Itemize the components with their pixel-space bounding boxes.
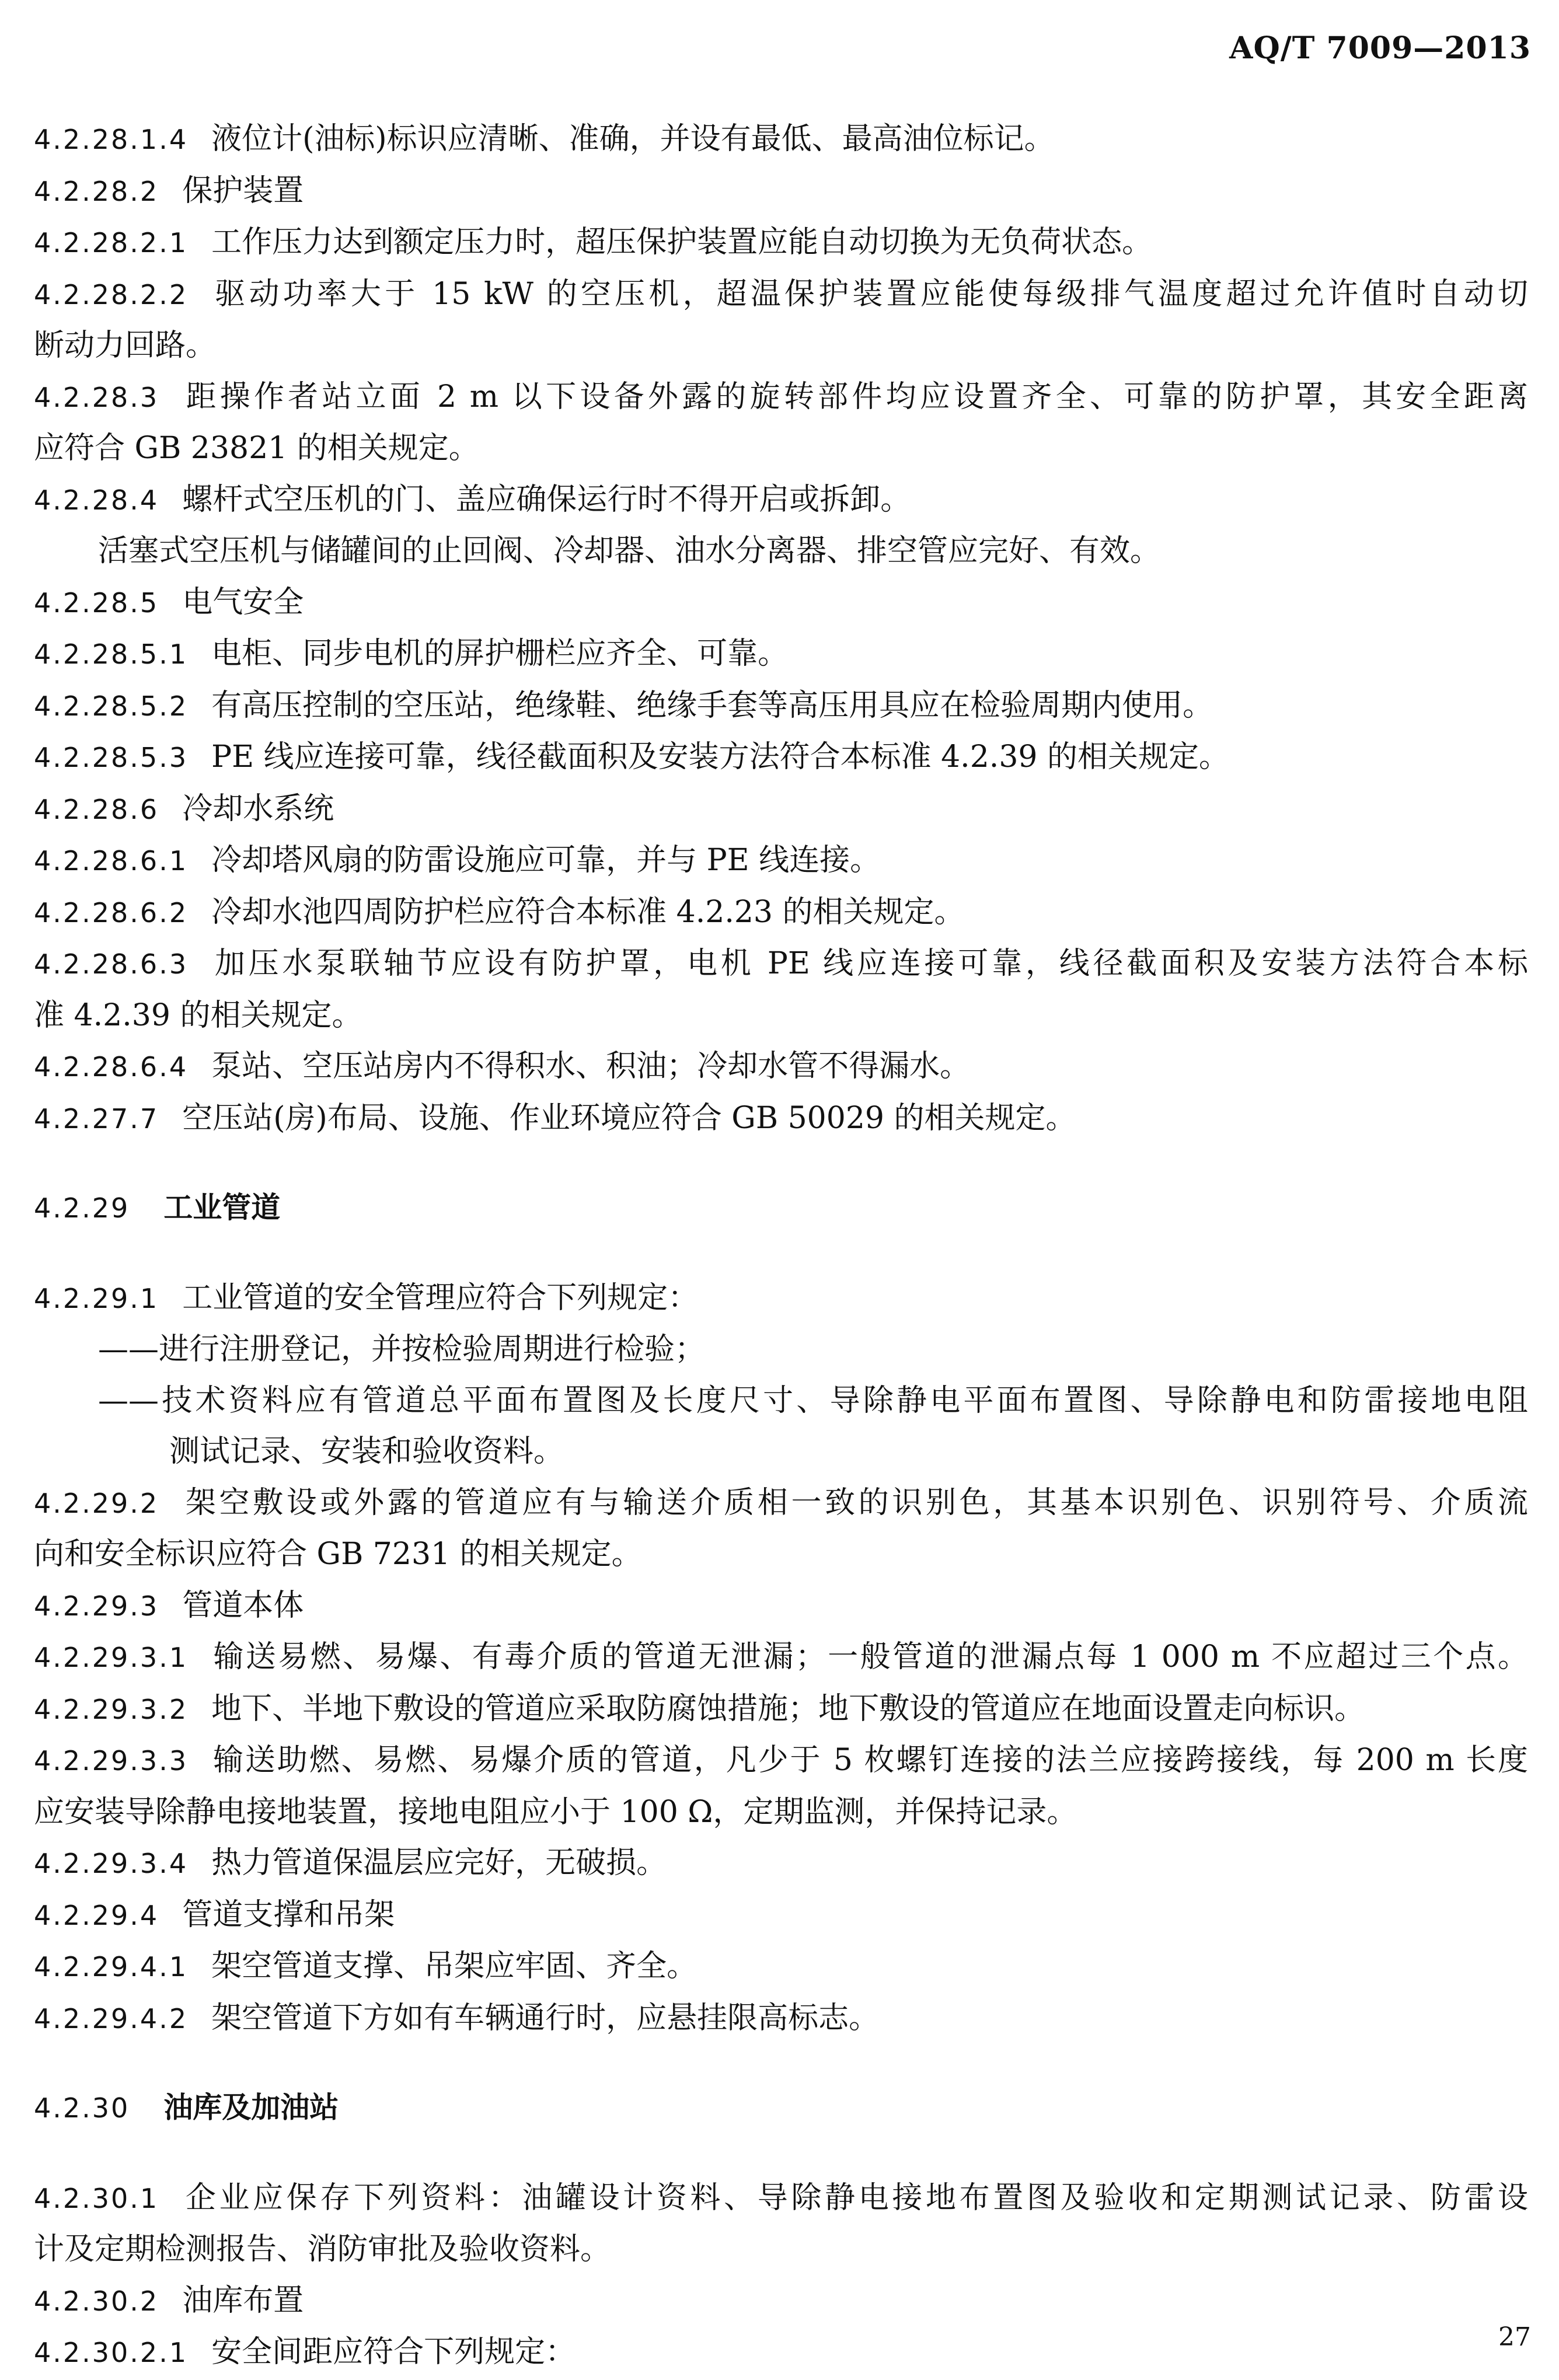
clause-number: 4.2.28.6.3 [34,948,189,980]
clause-4-2-29-4-2 [34,1993,1528,2045]
clause-number: 4.2.29.4 [34,1899,159,1931]
clause-4-2-29-3 [34,1580,1528,1632]
clause-4-2-28-5-3 [34,732,1528,784]
clause-4-2-28-6-4 [34,1041,1528,1093]
clause-text: 输送助燃、易燃、易爆介质的管道，凡少于 5 枚螺钉连接的法兰应接跨接线，每 200 m 长度 [211,1743,1528,1778]
clause-text: 冷却水池四周防护栏应符合本标准 4.2.23 的相关规定。 [211,894,965,930]
clause-4-2-29-4-1 [34,1941,1528,1993]
clause-text: 输送易燃、易爆、有毒介质的管道无泄漏；一般管道的泄漏点每 1 000 m 不应超过三个点。 [211,1639,1528,1674]
clause-4-2-28-4 [34,474,1528,526]
section-title: 油库及加油站 [163,2091,339,2124]
clause-4-2-28-3 [34,372,1528,424]
clause-number: 4.2.29.1 [34,1282,159,1314]
clause-4-2-28-2 [34,166,1528,218]
clause-4-2-29-3-1 [34,1632,1528,1684]
clause-text: 螺杆式空压机的门、盖应确保运行时不得开启或拆卸。 [182,481,911,517]
clause-continuation: 准 4.2.39 的相关规定。 [34,997,362,1033]
clause-4-2-29-3-4 [34,1838,1528,1890]
clause-number: 4.2.28.4 [34,484,159,516]
clause-4-2-27-7 [34,1093,1528,1145]
clause-text: 企业应保存下列资料：油罐设计资料、导除静电接地布置图及验收和定期测试记录、防雷设 [182,2180,1528,2215]
clause-number: 4.2.28.5.3 [34,742,189,773]
clause-paragraph: 活塞式空压机与储罐间的止回阀、冷却器、油水分离器、排空管应完好、有效。 [98,533,1161,568]
clause-text: 架空敷设或外露的管道应有与输送介质相一致的识别色，其基本识别色、识别符号、介质流 [182,1485,1528,1520]
clause-number: 4.2.29.4.2 [34,2002,189,2034]
clause-text: 有高压控制的空压站，绝缘鞋、绝缘手套等高压用具应在检验周期内使用。 [211,688,1213,723]
section-number: 4.2.30 [34,2092,130,2124]
clause-text: 架空管道支撑、吊架应牢固、齐全。 [211,1949,697,1984]
clause-text: 液位计(油标)标识应清晰、准确，并设有最低、最高油位标记。 [211,121,1055,156]
page-number: 27 [1498,2322,1531,2352]
clause-number: 4.2.30.2 [34,2285,159,2317]
clause-4-2-28-2-2 [34,269,1528,321]
clause-text: 冷却塔风扇的防雷设施应可靠，并与 PE 线连接。 [211,843,881,878]
clause-text: 工作压力达到额定压力时，超压保护装置应能自动切换为无负荷状态。 [211,225,1153,260]
clause-continuation: 计及定期检测报告、消防审批及验收资料。 [34,2232,611,2267]
clause-text: 工业管道的安全管理应符合下列规定： [182,1280,699,1315]
clause-number: 4.2.28.5.1 [34,638,189,670]
clause-text: 泵站、空压站房内不得积水、积油；冷却水管不得漏水。 [211,1049,971,1084]
clause-number: 4.2.28.5.2 [34,690,189,722]
clause-continuation: 应安装导除静电接地装置，接地电阻应小于 100 Ω，定期监测，并保持记录。 [34,1794,1077,1830]
clause-continuation: 应符合 GB 23821 的相关规定。 [34,431,479,466]
clause-number: 4.2.29.3.3 [34,1745,189,1777]
clause-4-2-29-2 [34,1478,1528,1530]
clause-4-2-30-2-1 [34,2327,1528,2379]
clause-number: 4.2.28.5 [34,587,159,619]
clause-4-2-29-3-3 [34,1735,1528,1787]
clause-text: 电柜、同步电机的屏护栅栏应齐全、可靠。 [211,636,789,671]
clause-text: 空压站(房)布局、设施、作业环境应符合 GB 50029 的相关规定。 [182,1100,1076,1136]
clause-text: 管道本体 [182,1587,304,1623]
document-body [34,114,1528,2379]
clause-4-2-28-5-2 [34,681,1528,732]
clause-number: 4.2.28.6.1 [34,845,189,877]
clause-number: 4.2.29.4.1 [34,1951,189,1983]
clause-number: 4.2.29.3.1 [34,1642,189,1673]
clause-4-2-28-5-1 [34,629,1528,681]
clause-continuation: 断动力回路。 [34,328,217,363]
clause-4-2-28-5 [34,577,1528,629]
clause-number: 4.2.27.7 [34,1102,159,1135]
dash-list-continuation: 测试记录、安装和验收资料。 [169,1434,564,1469]
clause-text: 架空管道下方如有车辆通行时，应悬挂限高标志。 [211,2000,880,2036]
clause-number: 4.2.29.3.4 [34,1848,189,1879]
dash-list-item: ——技术资料应有管道总平面布置图及长度尺寸、导除静电平面布置图、导除静电和防雷接地电阻 [98,1383,1528,1418]
clause-continuation: 向和安全标识应符合 GB 7231 的相关规定。 [34,1537,642,1572]
section-heading-4-2-29 [34,1182,1528,1234]
clause-4-2-28-1-4 [34,114,1528,166]
clause-4-2-29-3-2 [34,1684,1528,1736]
clause-number: 4.2.29.3.2 [34,1693,189,1725]
clause-4-2-29-4 [34,1890,1528,1942]
clause-4-2-30-2 [34,2276,1528,2327]
clause-text: 热力管道保温层应完好，无破损。 [211,1845,667,1880]
clause-4-2-29-1 [34,1273,1528,1325]
clause-number: 4.2.28.2.1 [34,227,189,259]
clause-number: 4.2.28.1.4 [34,124,189,155]
clause-number: 4.2.29.3 [34,1590,159,1622]
clause-number: 4.2.28.2 [34,175,159,207]
clause-text: 距操作者站立面 2 m 以下设备外露的旋转部件均应设置齐全、可靠的防护罩，其安全距离 [182,379,1528,414]
clause-text: 驱动功率大于 15 kW 的空压机，超温保护装置应能使每级排气温度超过允许值时自动切 [211,276,1528,312]
clause-text: 油库布置 [182,2283,304,2318]
section-heading-4-2-30 [34,2082,1528,2134]
section-number: 4.2.29 [34,1192,130,1224]
clause-4-2-28-2-1 [34,217,1528,269]
clause-text: 冷却水系统 [182,791,334,826]
clause-number: 4.2.28.3 [34,381,159,413]
clause-text: 保护装置 [182,173,304,208]
clause-number: 4.2.28.6.4 [34,1051,189,1083]
clause-number: 4.2.30.1 [34,2182,159,2214]
clause-text: 加压水泵联轴节应设有防护罩，电机 PE 线应连接可靠，线径截面积及安装方法符合本标 [211,946,1528,981]
clause-text: PE 线应连接可靠，线径截面积及安装方法符合本标准 4.2.39 的相关规定。 [211,739,1230,774]
dash-list-item: ——进行注册登记，并按检验周期进行检验； [98,1332,706,1367]
clause-4-2-28-6-1 [34,835,1528,887]
clause-text: 安全间距应符合下列规定： [211,2334,576,2369]
section-title: 工业管道 [163,1191,281,1224]
clause-number: 4.2.30.2.1 [34,2337,189,2368]
clause-number: 4.2.29.2 [34,1487,159,1519]
clause-4-2-28-6 [34,784,1528,836]
clause-number: 4.2.28.6 [34,793,159,825]
clause-4-2-30-1 [34,2173,1528,2225]
clause-text: 管道支撑和吊架 [182,1897,395,1932]
clause-4-2-28-6-2 [34,887,1528,939]
standard-code: AQ/T 7009—2013 [1229,30,1531,66]
clause-number: 4.2.28.2.2 [34,278,189,310]
clause-text: 电气安全 [182,584,304,620]
clause-number: 4.2.28.6.2 [34,896,189,929]
clause-4-2-28-6-3 [34,938,1528,990]
clause-text: 地下、半地下敷设的管道应采取防腐蚀措施；地下敷设的管道应在地面设置走向标识。 [211,1691,1365,1726]
